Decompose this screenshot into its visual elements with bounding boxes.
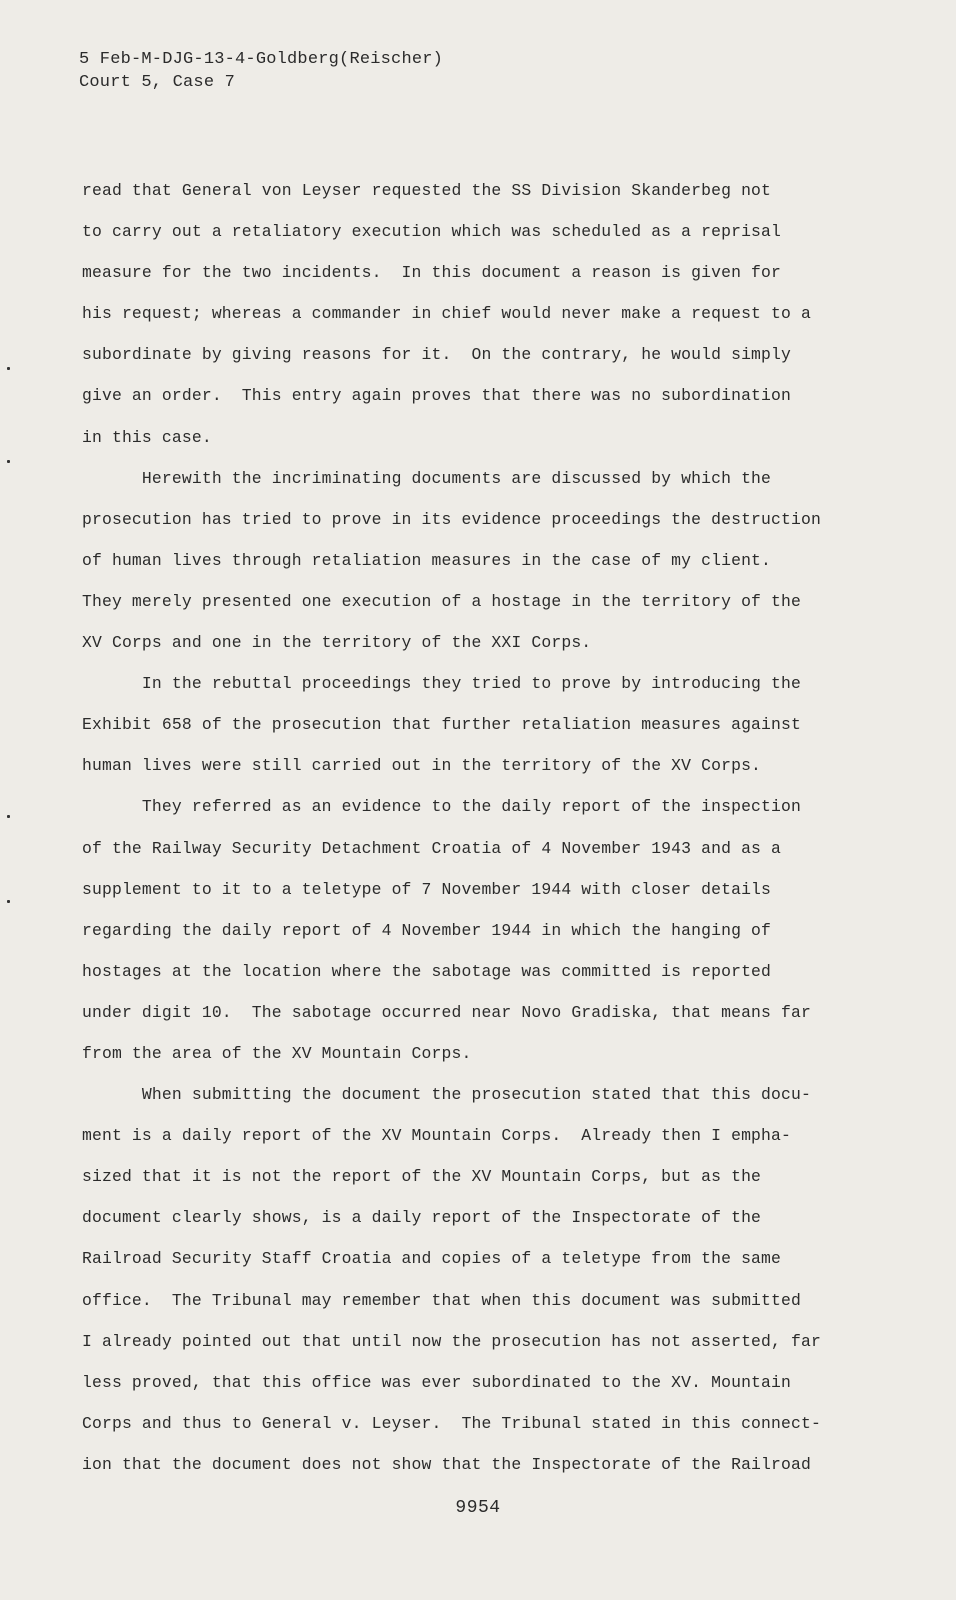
text-line: office. The Tribunal may remember that when this document was submitted — [82, 1290, 801, 1310]
text-line: human lives were still carried out in the territory of the XV Corps. — [82, 756, 762, 776]
text-line: ment is a daily report of the XV Mountain Corps. Already then I empha- — [82, 1126, 792, 1146]
text-line: to carry out a retaliatory execution which was scheduled as a reprisal — [82, 222, 782, 242]
text-line: Exhibit 658 of the prosecution that further retaliation measures against — [82, 715, 801, 735]
text-line: his request; whereas a commander in chief would never make a request to a — [82, 304, 811, 324]
text-line: Railroad Security Staff Croatia and copies of a teletype from the same — [82, 1249, 782, 1269]
text-line: I already pointed out that until now the prosecution has not asserted, far — [82, 1331, 821, 1351]
text-line: supplement to it to a teletype of 7 November 1944 with closer details — [82, 879, 772, 899]
document-header — [79, 48, 443, 94]
header-reference: 5 Feb-M-DJG-13-4-Goldberg(Reischer) — [79, 50, 444, 69]
text-line: give an order. This entry again proves that there was no subordination — [82, 386, 792, 406]
text-line: XV Corps and one in the territory of the XXI Corps. — [82, 633, 592, 653]
text-line: Corps and thus to General v. Leyser. The Tribunal stated in this connect- — [82, 1413, 821, 1433]
margin-mark — [7, 815, 10, 818]
text-line: under digit 10. The sabotage occurred near Novo Gradiska, that means far — [82, 1002, 811, 1022]
text-line: sized that it is not the report of the XV Mountain Corps, but as the — [82, 1167, 762, 1187]
text-line: ion that the document does not show that the Inspectorate of the Railroad — [82, 1454, 811, 1474]
text-line: document clearly shows, is a daily report of the Inspectorate of the — [82, 1208, 762, 1228]
margin-mark — [7, 460, 10, 463]
text-line: read that General von Leyser requested the SS Division Skanderbeg not — [82, 181, 772, 200]
body-text — [82, 170, 862, 1485]
text-line: measure for the two incidents. In this document a reason is given for — [82, 263, 782, 283]
text-line: less proved, that this office was ever subordinated to the XV. Mountain — [82, 1372, 792, 1392]
page-number: 9954 — [455, 1498, 501, 1518]
text-line: They merely presented one execution of a hostage in the territory of the — [82, 591, 801, 611]
text-line: subordinate by giving reasons for it. On the contrary, he would simply — [82, 345, 792, 365]
margin-mark — [7, 367, 10, 370]
text-line: hostages at the location where the sabotage was committed is reported — [82, 961, 772, 981]
margin-mark — [7, 900, 10, 903]
text-line: In the rebuttal proceedings they tried to prove by introducing the — [82, 674, 801, 694]
text-line: Herewith the incriminating documents are discussed by which the — [82, 468, 772, 488]
text-line: of human lives through retaliation measures in the case of my client. — [82, 550, 772, 570]
text-line: regarding the daily report of 4 November 1944 in which the hanging of — [82, 920, 772, 940]
text-line: They referred as an evidence to the daily report of the inspection — [82, 797, 801, 817]
text-line: from the area of the XV Mountain Corps. — [82, 1043, 472, 1063]
text-line: in this case. — [82, 427, 212, 447]
text-line: prosecution has tried to prove in its evidence proceedings the destruction — [82, 509, 821, 529]
text-line: When submitting the document the prosecution stated that this docu- — [82, 1085, 811, 1105]
header-court-case: Court 5, Case 7 — [79, 73, 236, 92]
text-line: of the Railway Security Detachment Croatia of 4 November 1943 and as a — [82, 838, 782, 858]
